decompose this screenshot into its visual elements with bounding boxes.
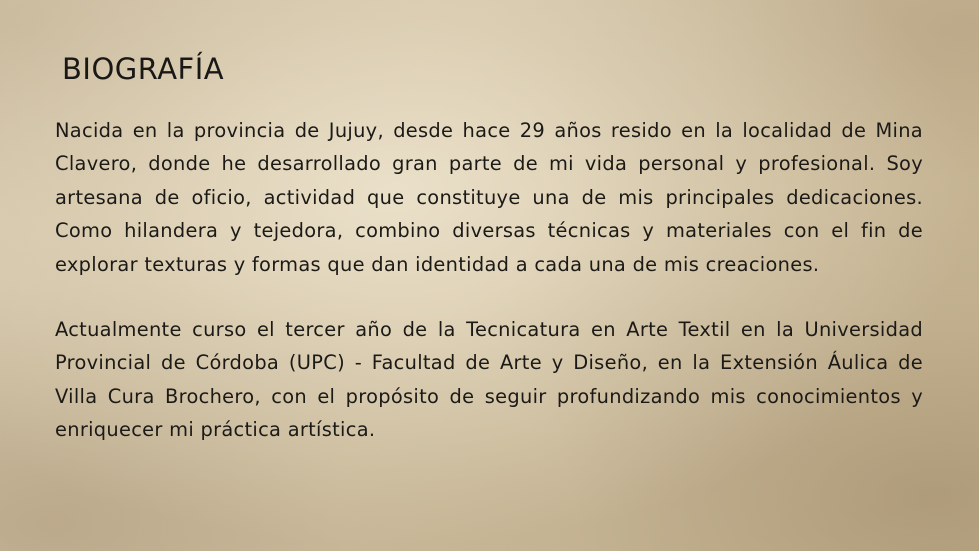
- biography-text: [55, 114, 923, 447]
- paragraph-origin: Nacida en la provincia de Jujuy, desde hace 29 años resido en la localidad de Mina Clavero, donde he desarrollado gran parte de mi vida personal y profesional. Soy artesana de oficio, actividad que constituye una de mis principales dedicaciones. Como hilandera y tejedora, combino diversas técnicas y materiales con el fin de explorar texturas y formas que dan identidad a cada una de mis creaciones.: [55, 119, 923, 276]
- page-title: BIOGRAFÍA: [62, 52, 225, 86]
- paragraph-studies: Actualmente curso el tercer año de la Tecnicatura en Arte Textil en la Universidad Provincial de Córdoba (UPC) - Facultad de Arte y Diseño, en la Extensión Áulica de Villa Cura Brochero, con el propósito de seguir profundizando mis conocimientos y enriquecer mi práctica artística.: [55, 318, 923, 442]
